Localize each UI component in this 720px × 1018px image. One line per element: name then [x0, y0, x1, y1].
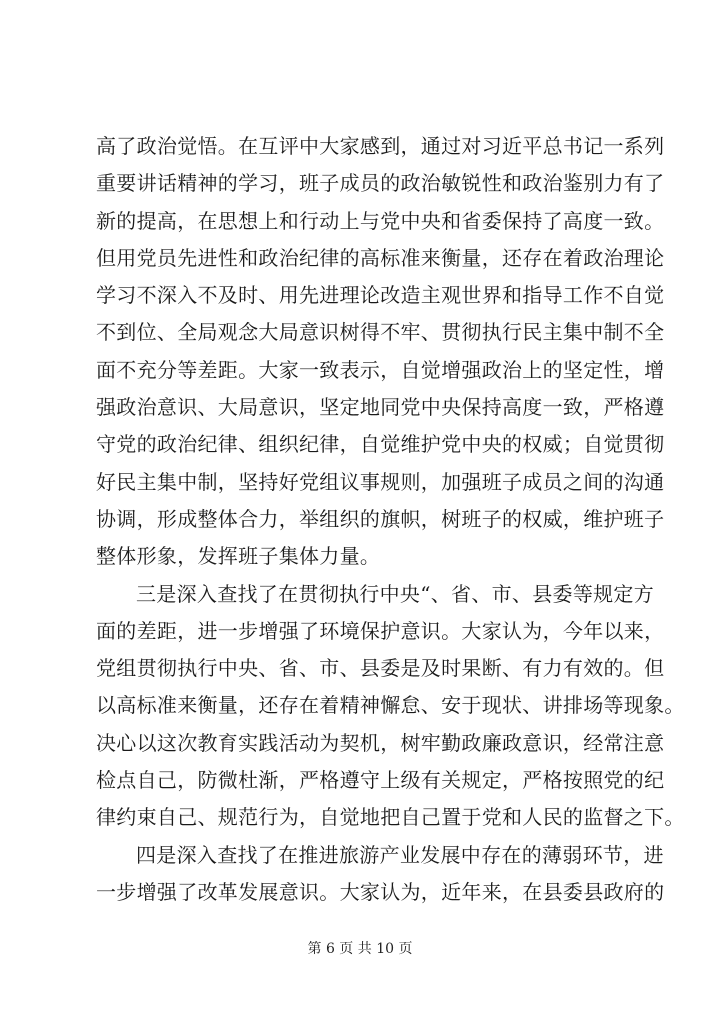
text-line: 检点自己，防微杜渐，严格遵守上级有关规定，严格按照党的纪: [96, 768, 665, 793]
text-line: 新的提高，在思想上和行动上与党中央和省委保持了高度一致。: [96, 208, 665, 233]
text-line: 决心以这次教育实践活动为契机，树牢勤政廉政意识，经常注意: [96, 730, 665, 755]
text-line: 面不充分等差距。大家一致表示，自觉增强政治上的坚定性，增: [96, 357, 665, 382]
paragraph-start-line: 四是深入查找了在推进旅游产业发展中存在的薄弱环节，进: [136, 842, 664, 867]
text-line: 但用党员先进性和政治纪律的高标准来衡量，还存在着政治理论: [96, 245, 665, 270]
page-number-footer: 第 6 页 共 10 页: [307, 941, 413, 957]
text-line: 学习不深入不及时、用先进理论改造主观世界和指导工作不自觉: [96, 283, 665, 308]
text-line: 一步增强了改革发展意识。大家认为，近年来，在县委县政府的: [96, 879, 665, 904]
text-line: 强政治意识、大局意识，坚定地同党中央保持高度一致，严格遵: [96, 395, 665, 420]
text-line: 好民主集中制，坚持好党组议事规则，加强班子成员之间的沟通: [96, 469, 665, 494]
text-line: 整体形象，发挥班子集体力量。: [96, 544, 381, 569]
text-line: 律约束自己、规范行为，自觉地把自己置于党和人民的监督之下。: [96, 805, 685, 830]
text-line: 以高标准来衡量，还存在着精神懈怠、安于现状、讲排场等现象。: [96, 693, 685, 718]
body-text: [96, 128, 685, 911]
text-line: 面的差距，进一步增强了环境保护意识。大家认为，今年以来，: [96, 618, 665, 643]
text-line: 不到位、全局观念大局意识树得不牢、贯彻执行民主集中制不全: [96, 320, 665, 345]
text-line: 党组贯彻执行中央、省、市、县委是及时果断、有力有效的。但: [96, 656, 665, 681]
paragraph-start-line: 三是深入查找了在贯彻执行中央“、省、市、县委等规定方: [136, 581, 655, 606]
text-line: 守党的政治纪律、组织纪律，自觉维护党中央的权威；自觉贯彻: [96, 432, 665, 457]
text-line: 高了政治觉悟。在互评中大家感到，通过对习近平总书记一系列: [96, 134, 665, 158]
text-line: 重要讲话精神的学习，班子成员的政治敏锐性和政治鉴别力有了: [96, 171, 665, 196]
text-line: 协调，形成整体合力，举组织的旗帜，树班子的权威，维护班子: [96, 506, 665, 531]
